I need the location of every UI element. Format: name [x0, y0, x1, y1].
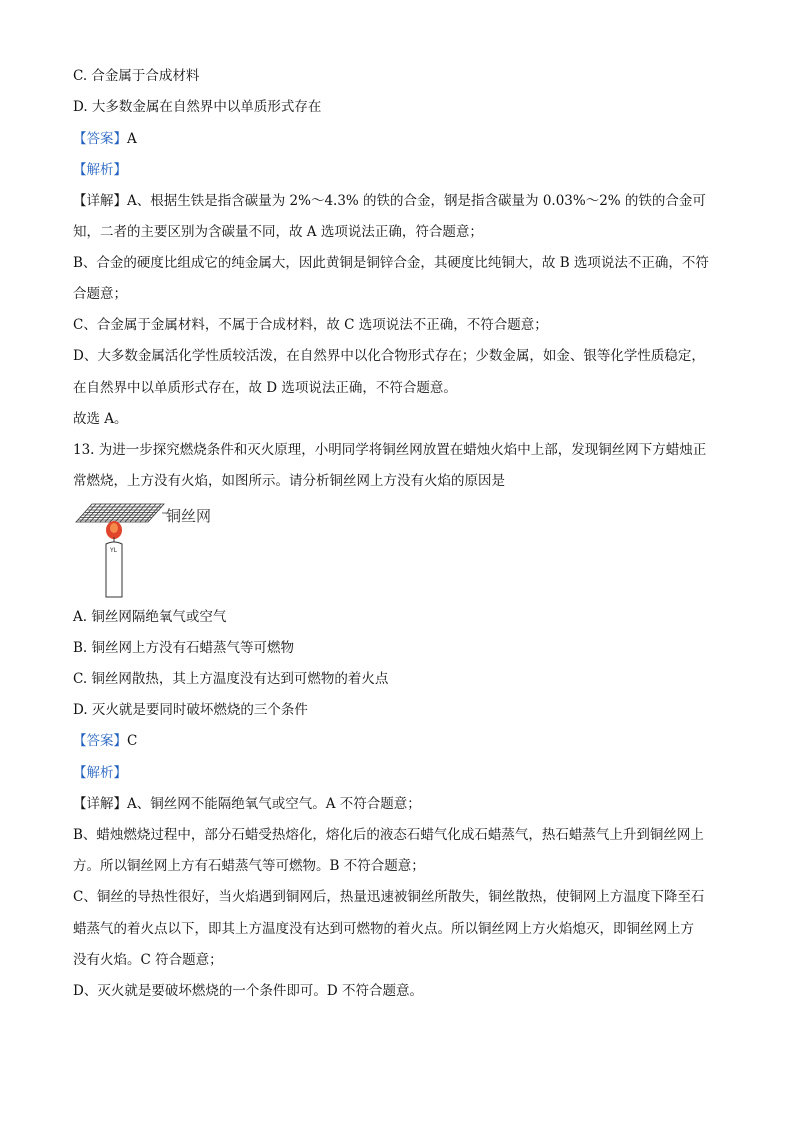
copper-mesh-icon [76, 504, 164, 522]
option-c-prev: C. 合金属于合成材料 [73, 68, 200, 84]
explanation-line: 知，二者的主要区别为含碳量不同，故 A 选项说法正确，符合题意； [73, 224, 483, 240]
option-d: D. 灭火就是要同时破坏燃烧的三个条件 [73, 702, 308, 718]
explanation-line: 合题意； [73, 286, 127, 302]
explanation-line: C、铜丝的导热性很好，当火焰遇到铜网后，热量迅速被铜丝所散失，铜丝散热，使铜网上方温度下降至石 [73, 889, 705, 905]
explanation-line: 【详解】A、铜丝网不能隔绝氧气或空气。A 不符合题意； [73, 796, 421, 812]
mesh-label: 铜丝网 [166, 507, 212, 525]
explanation-line: 没有火焰。C 符合题意； [73, 952, 223, 968]
conclusion-line: 故选 A。 [73, 411, 128, 427]
answer-value: C [127, 733, 138, 749]
option-b: B. 铜丝网上方没有石蜡蒸气等可燃物 [73, 640, 295, 656]
explanation-line: B、蜡烛燃烧过程中，部分石蜡受热熔化，熔化后的液态石蜡气化成石蜡蒸气，热石蜡蒸气上升到铜丝网上 [73, 827, 704, 843]
question-13-stem: 常燃烧，上方没有火焰，如图所示。请分析铜丝网上方没有火焰的原因是 [73, 473, 505, 489]
explanation-line: B、合金的硬度比组成它的纯金属大，因此黄铜是铜锌合金，其硬度比纯铜大，故 B 选项说法不正确，不符 [73, 255, 709, 271]
explanation-line: D、灭火就是要破坏燃烧的一个条件即可。D 不符合题意。 [73, 983, 423, 999]
answer-line-12 [73, 129, 723, 149]
option-c: C. 铜丝网散热，其上方温度没有达到可燃物的着火点 [73, 671, 389, 687]
answer-tag: 【答案】 [73, 131, 127, 147]
option-a: A. 铜丝网隔绝氧气或空气 [73, 609, 227, 625]
explanation-line: D、大多数金属活化学性质较活泼，在自然界中以化合物形式存在；少数金属，如金、银等化学性质稳定， [73, 348, 705, 364]
flame-core-icon [110, 523, 118, 533]
explanation-line: 在自然界中以单质形式存在，故 D 选项说法正确，不符合题意。 [73, 380, 457, 396]
option-d-prev: D. 大多数金属在自然界中以单质形式存在 [73, 99, 322, 115]
explanation-line: C、合金属于金属材料，不属于合成材料，故 C 选项说法不正确，不符合题意； [73, 317, 548, 333]
explanation-line: 蜡蒸气的着火点以下，即其上方温度没有达到可燃物的着火点。所以铜丝网上方火焰熄灭，即铜丝网上方 [73, 921, 694, 937]
analysis-tag: 【解析】 [73, 162, 127, 178]
candle-mark: YL [110, 547, 118, 554]
question-13-stem: 13. 为进一步探究燃烧条件和灭火原理，小明同学将铜丝网放置在蜡烛火焰中上部，发现铜丝网下方蜡烛正 [73, 442, 707, 458]
answer-line-13 [73, 731, 723, 751]
candle-mesh-figure [72, 500, 232, 598]
explanation-line: 【详解】A、根据生铁是指含碳量为 2%～4.3% 的铁的合金，钢是指含碳量为 0.03%～2% 的铁的合金可 [73, 193, 706, 209]
analysis-tag: 【解析】 [73, 765, 127, 781]
answer-value: A [127, 131, 137, 147]
answer-tag: 【答案】 [73, 733, 127, 749]
explanation-line: 方。所以铜丝网上方有石蜡蒸气等可燃物。B 不符合题意； [73, 858, 425, 874]
